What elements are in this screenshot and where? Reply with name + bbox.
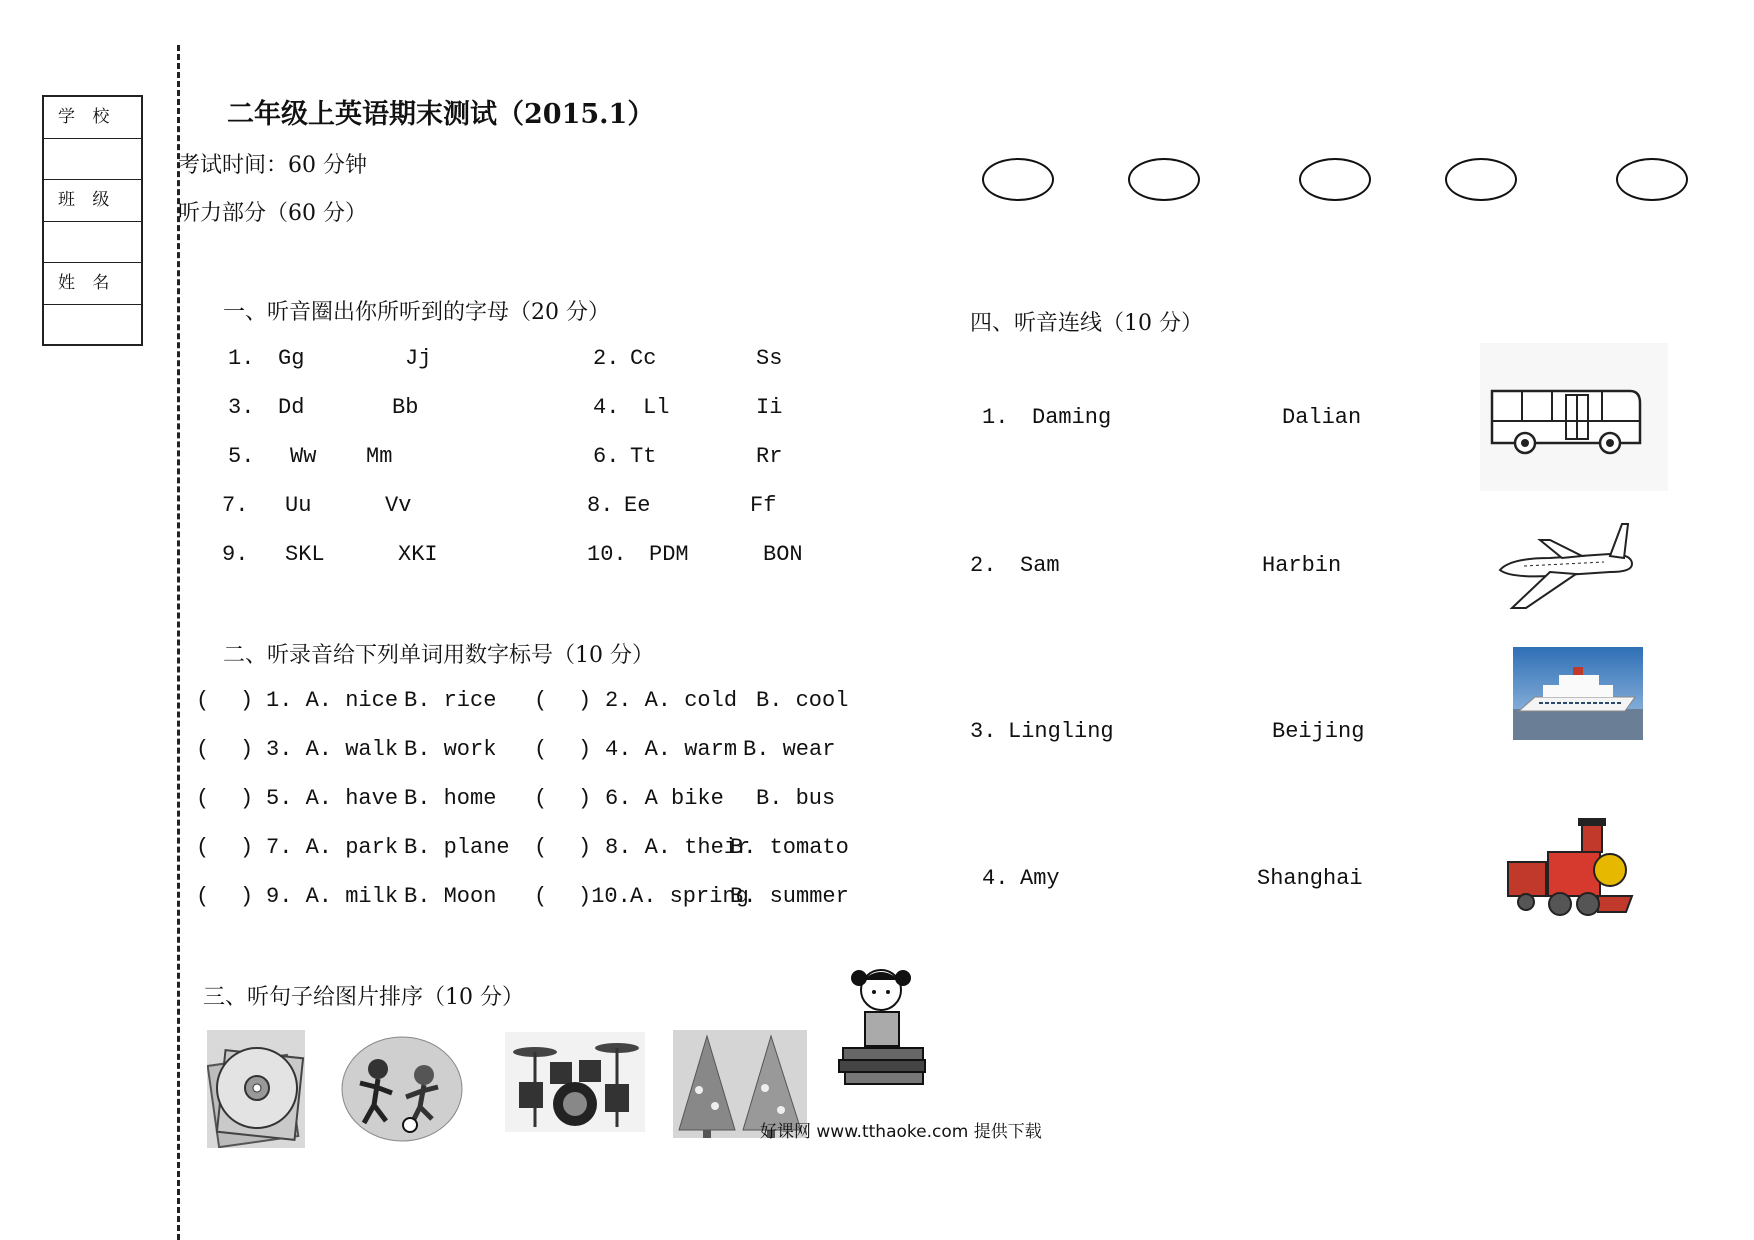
name-field[interactable] [44,305,141,347]
s2-option-b: B. bus [756,786,836,811]
answer-paren-close: ) [578,786,592,811]
s2-option-b: B. home [404,786,497,811]
s2-option-b: B. work [404,737,497,762]
s2-option-b: B. rice [404,688,497,713]
s1-num: 9. [222,542,249,567]
s2-option-a: 1. A. nice [266,688,399,713]
section3-heading: 三、听句子给图片排序（10 分） [203,985,524,1010]
s1-option[interactable]: Ff [750,493,777,518]
s2-option-b: B. wear [743,737,836,762]
s4-num: 3. [970,719,997,744]
s4-city[interactable]: Harbin [1262,553,1342,578]
answer-paren-open[interactable]: ( [196,884,210,909]
s1-num: 6. [593,444,620,469]
answer-paren-open[interactable]: ( [196,835,210,860]
answer-oval-5[interactable] [1616,158,1688,201]
s4-name[interactable]: Amy [1020,866,1060,891]
s4-name[interactable]: Sam [1020,553,1060,578]
s2-option-b: B. summer [730,884,849,909]
s1-option[interactable]: Dd [278,395,305,420]
answer-paren-close: )10. [578,884,631,909]
school-label: 学 校 [44,97,141,139]
school-field[interactable] [44,139,141,181]
s4-num: 4. [982,866,1009,891]
answer-paren-open[interactable]: ( [534,786,548,811]
s1-num: 10. [587,542,627,567]
s4-num: 1. [982,405,1009,430]
answer-paren-open[interactable]: ( [196,786,210,811]
class-label: 班 级 [44,180,141,222]
exam-time: 考试时间：60 分钟 [178,153,367,178]
s4-city[interactable]: Beijing [1272,719,1365,744]
s1-option[interactable]: Uu [285,493,312,518]
s2-option-a: 5. A. have [266,786,399,811]
s2-option-a: 4. A. warm [605,737,738,762]
s1-option[interactable]: XKI [398,542,438,567]
s2-option-a: 8. A. their [605,835,751,860]
answer-paren-close: ) [240,737,254,762]
answer-paren-open[interactable]: ( [534,835,548,860]
s2-option-b: B. Moon [404,884,497,909]
answer-paren-open[interactable]: ( [534,884,548,909]
s1-option[interactable]: Gg [278,346,305,371]
s2-option-a: A. spring [630,884,749,909]
name-label: 姓 名 [44,263,141,305]
s4-city[interactable]: Shanghai [1257,866,1363,891]
section4-heading: 四、听音连线（10 分） [970,311,1203,336]
s1-num: 3. [228,395,255,420]
answer-paren-open[interactable]: ( [196,737,210,762]
s4-city[interactable]: Dalian [1282,405,1362,430]
s2-option-b: B. cool [756,688,849,713]
answer-paren-open[interactable]: ( [196,688,210,713]
s1-option[interactable]: Cc [630,346,657,371]
s1-num: 1. [228,346,255,371]
footer-source: 好课网 www.tthaoke.com 提供下载 [760,1122,1042,1142]
answer-oval-4[interactable] [1445,158,1517,201]
s4-num: 2. [970,553,997,578]
ship-icon[interactable] [1513,647,1643,740]
s1-option[interactable]: Ww [290,444,317,469]
answer-paren-open[interactable]: ( [534,688,548,713]
s1-option[interactable]: Tt [630,444,657,469]
s4-name[interactable]: Daming [1032,405,1112,430]
student-info-box [42,95,143,346]
answer-paren-close: ) [240,786,254,811]
s1-num: 8. [587,493,614,518]
s1-option[interactable]: Ii [756,395,783,420]
answer-paren-close: ) [240,884,254,909]
class-field[interactable] [44,222,141,264]
section1-heading: 一、听音圈出你所听到的字母（20 分） [223,300,610,325]
answer-oval-2[interactable] [1128,158,1200,201]
s1-option[interactable]: Jj [405,346,432,371]
s1-option[interactable]: Mm [366,444,393,469]
drum-kit-icon [505,1032,645,1132]
answer-oval-3[interactable] [1299,158,1371,201]
s1-num: 2. [593,346,620,371]
train-icon[interactable] [1498,812,1638,922]
s1-num: 4. [593,395,620,420]
section2-heading: 二、听录音给下列单词用数字标号（10 分） [223,643,654,668]
answer-oval-1[interactable] [982,158,1054,201]
children-playing-icon [340,1035,464,1143]
s1-option[interactable]: Vv [385,493,412,518]
listening-part: 听力部分（60 分） [178,201,367,226]
s1-option[interactable]: BON [763,542,803,567]
s1-option[interactable]: Rr [756,444,783,469]
s1-option[interactable]: SKL [285,542,325,567]
bus-icon[interactable] [1480,343,1668,491]
s1-option[interactable]: Ee [624,493,651,518]
airplane-icon[interactable] [1490,518,1640,613]
answer-paren-open[interactable]: ( [534,737,548,762]
s2-option-a: 9. A. milk [266,884,399,909]
answer-paren-close: ) [578,835,592,860]
s1-num: 5. [228,444,255,469]
s1-option[interactable]: Bb [392,395,419,420]
s2-option-a: 6. A bike [605,786,724,811]
s2-option-a: 3. A. walk [266,737,399,762]
girl-reading-icon [833,960,933,1090]
s2-option-b: B. plane [404,835,510,860]
s2-option-b: B. tomato [730,835,849,860]
answer-paren-close: ) [578,737,592,762]
s1-num: 7. [222,493,249,518]
answer-paren-close: ) [240,835,254,860]
answer-paren-close: ) [240,688,254,713]
s1-option[interactable]: Ll [643,395,670,420]
answer-paren-close: ) [578,688,592,713]
s1-option[interactable]: PDM [649,542,689,567]
cd-icon [207,1030,305,1148]
s1-option[interactable]: Ss [756,346,783,371]
s2-option-a: 7. A. park [266,835,399,860]
s2-option-a: 2. A. cold [605,688,738,713]
s4-name[interactable]: Lingling [1008,719,1114,744]
page-title: 二年级上英语期末测试（2015.1） [227,99,655,130]
